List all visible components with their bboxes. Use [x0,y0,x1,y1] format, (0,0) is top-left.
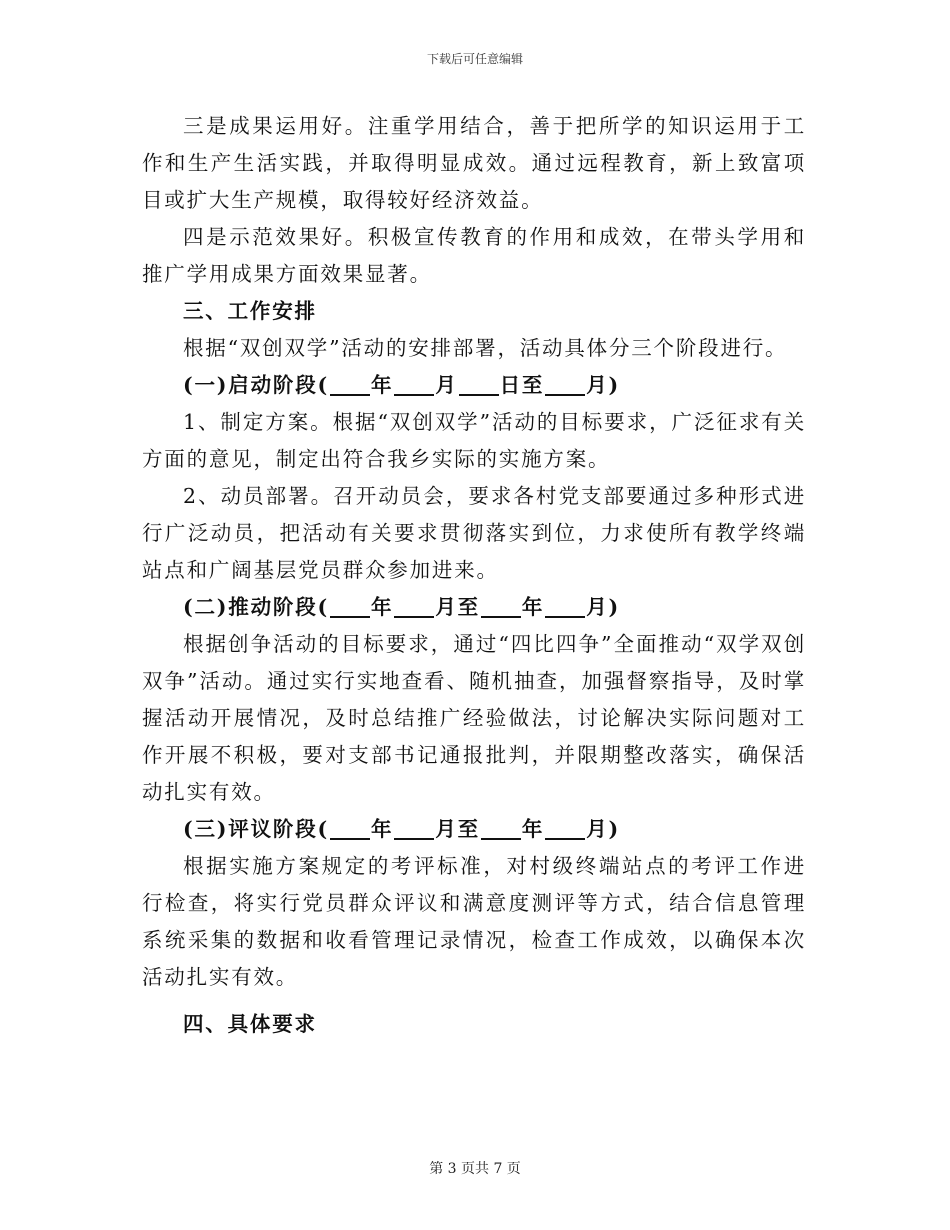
stage-review-end-month: 月) [586,817,621,841]
stage-promote-end-year: 年 [521,595,545,619]
stage-review-end-year: 年 [521,817,545,841]
page-header: 下载后可任意编辑 [426,52,523,66]
stage-launch-day-to: 日至 [499,373,545,397]
date-blank [394,816,434,840]
paragraph-achievement-use: 三是成果运用好。注重学用结合，善于把所学的知识运用于工作和生产生活实践，并取得明显成效。通过远程教育，新上致富项目或扩大生产规模，取得较好经济效益。 [142,114,806,212]
stage-heading-promote [142,589,806,626]
stage-launch-end-month: 月) [586,373,621,397]
stage-promote-end-month: 月) [586,595,621,619]
date-blank [394,594,434,618]
date-blank [330,594,370,618]
page-number: 第 3 页共 7 页 [429,1161,521,1177]
paragraph-stage-intro: 根据“双创双学”活动的安排部署，活动具体分三个阶段进行。 [183,336,788,360]
date-blank [459,372,499,396]
stage-launch-month: 月 [435,373,458,397]
stage-promote-prefix: (二)推动阶段( [183,595,329,619]
date-blank [330,816,370,840]
section-heading-specific-requirements: 四、具体要求 [183,1012,317,1036]
stage-heading-review [142,811,806,848]
date-blank [481,594,521,618]
stage-launch-year: 年 [371,373,394,397]
paragraph-promote-detail: 根据创争活动的目标要求，通过“四比四争”全面推动“双学双创双争”活动。通过实行实地查看、随机抽查，加强督察指导，及时掌握活动开展情况，及时总结推广经验做法，讨论解决实际问题对工作开展不积极，要对支部书记通报批判，并限期整改落实，确保活动扎实有效。 [142,632,806,804]
paragraph-make-plan: 1、制定方案。根据“双创双学”活动的目标要求，广泛征求有关方面的意见，制定出符合我乡实际的实施方案。 [142,410,806,471]
stage-promote-month-to: 月至 [435,595,480,619]
paragraph-mobilize: 2、动员部署。召开动员会，要求各村党支部要通过多种形式进行广泛动员，把活动有关要求贯彻落实到位，力求使所有教学终端站点和广阔基层党员群众参加进来。 [142,484,806,582]
section-heading-work-arrangement: 三、工作安排 [183,299,317,323]
paragraph-demonstration-effect: 四是示范效果好。积极宣传教育的作用和成效，在带头学用和推广学用成果方面效果显著。 [142,225,806,286]
stage-heading-launch [142,367,806,404]
paragraph-review-detail: 根据实施方案规定的考评标准，对村级终端站点的考评工作进行检查，将实行党员群众评议和满意度测评等方式，结合信息管理系统采集的数据和收看管理记录情况，检查工作成效，以确保本次活动扎实有效。 [142,854,806,989]
date-blank [545,594,585,618]
date-blank [545,372,585,396]
date-blank [481,816,521,840]
stage-review-prefix: (三)评议阶段( [183,817,329,841]
stage-launch-prefix: (一)启动阶段( [183,373,329,397]
document-body [142,108,806,1043]
date-blank [330,372,370,396]
stage-promote-year: 年 [371,595,394,619]
date-blank [545,816,585,840]
stage-review-month-to: 月至 [435,817,480,841]
stage-review-year: 年 [371,817,394,841]
date-blank [394,372,434,396]
